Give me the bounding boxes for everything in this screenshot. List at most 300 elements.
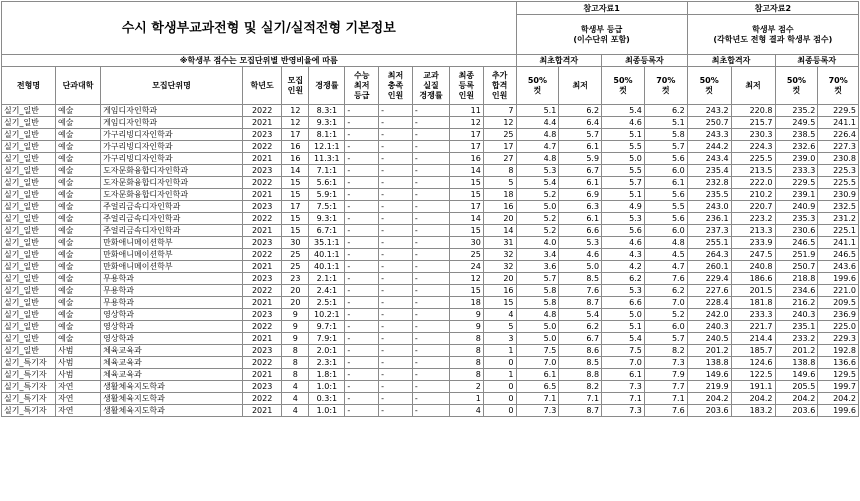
table-cell: 233.9 [731, 237, 775, 249]
table-cell: 24 [450, 261, 484, 273]
table-cell: - [379, 213, 413, 225]
table-cell: 체육교육과 [101, 369, 243, 381]
ref1-subtitle [516, 15, 687, 55]
table-cell: - [412, 165, 449, 177]
table-cell: - [412, 261, 449, 273]
col-quota-l1: 모집 [287, 75, 304, 85]
table-cell: 5.0 [516, 333, 559, 345]
table-cell: 185.7 [731, 345, 775, 357]
table-cell: 7 [483, 105, 516, 117]
table-cell: - [379, 141, 413, 153]
table-cell: 213.3 [731, 225, 775, 237]
table-cell: 실기_특기자 [2, 393, 56, 405]
table-row [2, 177, 859, 189]
table-cell: - [379, 309, 413, 321]
table-cell: 실기_일반 [2, 177, 56, 189]
table-cell: - [412, 285, 449, 297]
table-cell: 체육교육과 [101, 345, 243, 357]
table-cell: 4 [282, 381, 309, 393]
table-row [2, 309, 859, 321]
table-cell: 247.5 [731, 249, 775, 261]
table-cell: 5.0 [602, 309, 645, 321]
table-cell: - [345, 165, 379, 177]
table-cell: 실기_일반 [2, 153, 56, 165]
table-cell: 만화애니메이션학부 [101, 249, 243, 261]
table-cell: 233.3 [731, 309, 775, 321]
table-cell: - [345, 393, 379, 405]
table-cell: - [345, 225, 379, 237]
table-cell: 12 [483, 117, 516, 129]
table-cell: 5.7 [516, 273, 559, 285]
table-cell: 221.0 [818, 285, 859, 297]
table-cell: 4 [282, 405, 309, 417]
table-cell: 199.6 [818, 405, 859, 417]
col-p70-l2: 컷 [661, 85, 670, 95]
col-p50-l1: 50% [699, 75, 719, 85]
table-cell: 17 [483, 141, 516, 153]
table-cell: 228.4 [687, 297, 731, 309]
table-cell: 9 [282, 333, 309, 345]
table-cell: 7.9 [644, 369, 687, 381]
table-cell: 0.3:1 [309, 393, 345, 405]
table-cell: 205.5 [775, 381, 818, 393]
table-cell: 124.6 [731, 357, 775, 369]
table-cell: 실기_일반 [2, 117, 56, 129]
table-cell: 40.1:1 [309, 249, 345, 261]
page-title: 수시 학생부교과전형 및 실기/실적전형 기본정보 [2, 2, 517, 55]
col-p50-l2: 컷 [705, 85, 713, 95]
table-cell: 7.3 [602, 405, 645, 417]
col-final-reg-l2: 등록 [458, 80, 475, 90]
table-cell: 4.2 [602, 261, 645, 273]
table-cell: 예술 [56, 141, 101, 153]
table-cell: 예술 [56, 129, 101, 141]
table-cell: 2022 [242, 105, 281, 117]
ref2-group-first: 최초합격자 [687, 55, 775, 67]
table-cell: 9.7:1 [309, 321, 345, 333]
table-cell: - [412, 105, 449, 117]
table-cell: 8 [450, 333, 484, 345]
table-row [2, 321, 859, 333]
table-cell: 6.2 [559, 105, 602, 117]
table-cell: - [345, 381, 379, 393]
table-cell: - [345, 273, 379, 285]
table-cell: 20 [282, 285, 309, 297]
table-cell: 생활체육지도학과 [101, 381, 243, 393]
col-r1-final-p70 [644, 67, 687, 105]
table-cell: 244.2 [687, 141, 731, 153]
table-cell: - [345, 261, 379, 273]
ref2-label: 참고자료2 [687, 2, 858, 15]
table-cell: 예술 [56, 189, 101, 201]
table-cell: 가구리빙디자인학과 [101, 153, 243, 165]
ref2-subtitle [687, 15, 858, 55]
table-cell: 7.1 [644, 393, 687, 405]
table-cell: 실기_일반 [2, 297, 56, 309]
table-cell: - [412, 369, 449, 381]
table-cell: 6.0 [644, 225, 687, 237]
table-cell: 17 [282, 129, 309, 141]
table-cell: 15 [282, 213, 309, 225]
table-cell: 204.2 [775, 393, 818, 405]
table-cell: 4.6 [602, 117, 645, 129]
table-cell: 2021 [242, 261, 281, 273]
table-cell: 2021 [242, 405, 281, 417]
table-cell: 5.0 [559, 261, 602, 273]
table-cell: - [345, 237, 379, 249]
table-cell: - [379, 165, 413, 177]
col-r1-first-p50 [516, 67, 559, 105]
table-cell: 주얼리금속디자인학과 [101, 213, 243, 225]
table-cell: 7.1 [516, 393, 559, 405]
table-cell: 예술 [56, 117, 101, 129]
table-cell: 5.4 [602, 333, 645, 345]
table-cell: - [379, 369, 413, 381]
col-edu-rate [412, 67, 449, 105]
table-cell: 8.3:1 [309, 105, 345, 117]
col-extra [483, 67, 516, 105]
table-cell: 2022 [242, 249, 281, 261]
table-cell: 250.7 [687, 117, 731, 129]
table-cell: 게임디자인학과 [101, 105, 243, 117]
table-cell: 201.2 [775, 345, 818, 357]
table-cell: 5.7 [559, 129, 602, 141]
col-p70-l1: 70% [828, 75, 848, 85]
table-cell: 20 [282, 297, 309, 309]
table-cell: 240.5 [687, 333, 731, 345]
table-row [2, 273, 859, 285]
table-cell: 9 [282, 309, 309, 321]
table-cell: 6.7 [559, 333, 602, 345]
table-cell: 예술 [56, 177, 101, 189]
table-cell: 만화애니메이션학부 [101, 237, 243, 249]
table-cell: - [345, 129, 379, 141]
table-row [2, 117, 859, 129]
table-cell: 1.8:1 [309, 369, 345, 381]
table-cell: 5.5 [644, 201, 687, 213]
table-cell: - [345, 213, 379, 225]
table-cell: 5.5 [602, 141, 645, 153]
table-cell: 264.3 [687, 249, 731, 261]
table-cell: 6.4 [559, 117, 602, 129]
table-cell: 15 [483, 297, 516, 309]
table-cell: 241.1 [818, 237, 859, 249]
table-cell: 225.5 [818, 177, 859, 189]
table-cell: 예술 [56, 297, 101, 309]
table-cell: 2023 [242, 165, 281, 177]
table-cell: 7.3 [516, 405, 559, 417]
table-cell: 243.6 [818, 261, 859, 273]
table-cell: 12 [282, 117, 309, 129]
table-cell: 4.6 [559, 249, 602, 261]
table-cell: 6.7 [559, 165, 602, 177]
table-cell: 229.4 [687, 273, 731, 285]
table-cell: 219.9 [687, 381, 731, 393]
table-cell: 4.7 [516, 141, 559, 153]
table-cell: 240.3 [775, 309, 818, 321]
table-cell: - [412, 177, 449, 189]
table-cell: 9 [450, 309, 484, 321]
table-cell: 자연 [56, 381, 101, 393]
table-cell: 40.1:1 [309, 261, 345, 273]
table-row [2, 369, 859, 381]
table-cell: 17 [450, 201, 484, 213]
table-cell: 17 [450, 129, 484, 141]
table-row [2, 393, 859, 405]
table-cell: 2021 [242, 225, 281, 237]
table-cell: 242.0 [687, 309, 731, 321]
col-min-grade-l1: 수능 [354, 70, 370, 80]
table-cell: 예술 [56, 105, 101, 117]
table-cell: 8 [450, 369, 484, 381]
table-cell: 199.6 [818, 273, 859, 285]
table-cell: 5.9 [559, 153, 602, 165]
table-cell: 1 [483, 345, 516, 357]
table-cell: 영상학과 [101, 321, 243, 333]
table-cell: 0 [483, 393, 516, 405]
table-cell: - [379, 297, 413, 309]
table-cell: 2023 [242, 129, 281, 141]
table-cell: 237.3 [687, 225, 731, 237]
table-cell: - [345, 357, 379, 369]
table-cell: 20 [483, 273, 516, 285]
table-cell: - [379, 177, 413, 189]
table-cell: 5.7 [602, 177, 645, 189]
table-cell: 5.3 [602, 285, 645, 297]
table-cell: 실기_특기자 [2, 381, 56, 393]
table-cell: 232.6 [775, 141, 818, 153]
table-cell: - [412, 129, 449, 141]
table-cell: 3 [483, 333, 516, 345]
table-cell: 0 [483, 357, 516, 369]
table-row [2, 381, 859, 393]
table-cell: 주얼리금속디자인학과 [101, 201, 243, 213]
table-cell: 15 [282, 177, 309, 189]
table-cell: 예술 [56, 213, 101, 225]
table-cell: 5.6 [602, 225, 645, 237]
table-cell: 4.6 [602, 237, 645, 249]
col-p70-l2: 컷 [834, 85, 842, 95]
table-cell: 233.3 [775, 165, 818, 177]
table-cell: 2021 [242, 117, 281, 129]
table-cell: 12 [450, 273, 484, 285]
table-cell: 17 [450, 141, 484, 153]
table-cell: 30 [450, 237, 484, 249]
table-cell: 250.7 [775, 261, 818, 273]
score-note: ※학생부 점수는 모집단위별 반영비율에 따름 [2, 55, 517, 67]
table-cell: 예술 [56, 273, 101, 285]
table-cell: 2.1:1 [309, 273, 345, 285]
table-row [2, 357, 859, 369]
table-cell: 무용학과 [101, 285, 243, 297]
col-p50-l2: 컷 [792, 85, 801, 95]
table-cell: 6.6 [559, 225, 602, 237]
table-cell: 5.1 [516, 105, 559, 117]
table-cell: 2.3:1 [309, 357, 345, 369]
table-cell: - [379, 321, 413, 333]
table-cell: 예술 [56, 309, 101, 321]
table-cell: 15 [450, 177, 484, 189]
table-cell: 6.2 [644, 105, 687, 117]
table-cell: 7.0 [644, 297, 687, 309]
table-cell: - [379, 357, 413, 369]
table-cell: 220.8 [731, 105, 775, 117]
table-cell: 4.5 [644, 249, 687, 261]
table-cell: 15 [450, 285, 484, 297]
table-cell: 8.5 [559, 357, 602, 369]
table-cell: 생활체육지도학과 [101, 405, 243, 417]
table-cell: 5.2 [644, 309, 687, 321]
col-r2-first-low: 최저 [731, 67, 775, 105]
table-cell: 6.9 [559, 189, 602, 201]
table-cell: 238.5 [775, 129, 818, 141]
table-cell: 149.6 [687, 369, 731, 381]
table-row [2, 345, 859, 357]
table-cell: 도자문화융합디자인학과 [101, 165, 243, 177]
table-cell: 218.8 [775, 273, 818, 285]
table-cell: 232.5 [818, 201, 859, 213]
table-cell: 243.3 [687, 129, 731, 141]
table-cell: 209.5 [818, 297, 859, 309]
table-cell: 10.2:1 [309, 309, 345, 321]
table-cell: 6.2 [644, 285, 687, 297]
table-cell: 생활체육지도학과 [101, 393, 243, 405]
table-cell: - [345, 369, 379, 381]
table-cell: 실기_일반 [2, 237, 56, 249]
table-cell: 183.2 [731, 405, 775, 417]
table-cell: 1 [450, 393, 484, 405]
table-cell: 실기_일반 [2, 333, 56, 345]
table-cell: 5.0 [516, 201, 559, 213]
table-cell: 241.1 [818, 117, 859, 129]
table-cell: 5.0 [602, 153, 645, 165]
table-cell: 9 [450, 321, 484, 333]
table-cell: 9.3:1 [309, 213, 345, 225]
table-cell: 210.2 [731, 189, 775, 201]
table-cell: 230.9 [818, 189, 859, 201]
table-cell: 8 [282, 369, 309, 381]
table-cell: 229.5 [818, 105, 859, 117]
table-cell: 235.4 [687, 165, 731, 177]
table-cell: 7.1 [602, 393, 645, 405]
table-cell: 233.2 [775, 333, 818, 345]
table-cell: 260.1 [687, 261, 731, 273]
table-cell: 6.2 [559, 321, 602, 333]
col-rate: 경쟁률 [309, 67, 345, 105]
table-cell: 251.9 [775, 249, 818, 261]
table-row [2, 105, 859, 117]
table-cell: - [379, 201, 413, 213]
table-cell: 2.0:1 [309, 345, 345, 357]
table-cell: 224.3 [731, 141, 775, 153]
table-cell: 223.2 [731, 213, 775, 225]
table-cell: - [345, 141, 379, 153]
table-cell: 실기_일반 [2, 345, 56, 357]
table-cell: - [412, 237, 449, 249]
table-cell: 6.6 [602, 297, 645, 309]
table-cell: 11.3:1 [309, 153, 345, 165]
table-cell: 2021 [242, 333, 281, 345]
table-cell: 실기_특기자 [2, 357, 56, 369]
table-cell: 실기_일반 [2, 225, 56, 237]
table-cell: - [345, 177, 379, 189]
table-cell: 6.1 [516, 369, 559, 381]
table-cell: - [412, 405, 449, 417]
table-cell: 5.6 [644, 153, 687, 165]
table-cell: 231.2 [818, 213, 859, 225]
table-cell: 6.2 [602, 273, 645, 285]
table-cell: - [412, 381, 449, 393]
table-cell: 8.2 [559, 381, 602, 393]
table-cell: 5.6:1 [309, 177, 345, 189]
table-cell: 7.5:1 [309, 201, 345, 213]
col-min-grade [345, 67, 379, 105]
table-cell: 225.5 [731, 153, 775, 165]
table-cell: 129.5 [818, 369, 859, 381]
table-cell: 181.8 [731, 297, 775, 309]
table-row [2, 189, 859, 201]
table-cell: 2021 [242, 369, 281, 381]
table-cell: 6.1 [602, 369, 645, 381]
table-cell: 230.6 [775, 225, 818, 237]
table-cell: 6.0 [644, 165, 687, 177]
table-cell: 사범 [56, 357, 101, 369]
table-cell: 4 [483, 309, 516, 321]
col-p50-l1: 50% [786, 75, 806, 85]
table-cell: - [379, 405, 413, 417]
table-cell: 9.3:1 [309, 117, 345, 129]
table-cell: 5.6 [644, 213, 687, 225]
table-cell: 35.1:1 [309, 237, 345, 249]
table-cell: 2022 [242, 321, 281, 333]
table-cell: - [345, 405, 379, 417]
table-cell: - [345, 201, 379, 213]
table-cell: 체육교육과 [101, 357, 243, 369]
table-cell: 18 [450, 297, 484, 309]
table-cell: 225.0 [818, 321, 859, 333]
ref1-group-first: 최초합격자 [516, 55, 602, 67]
ref1-sub-line1: 학생부 등급 [580, 24, 623, 34]
table-cell: 235.1 [775, 321, 818, 333]
col-min-grade-l2: 최저 [354, 80, 370, 90]
table-cell: 16 [483, 201, 516, 213]
table-cell: 239.0 [775, 153, 818, 165]
table-cell: 5.3 [559, 237, 602, 249]
table-row [2, 261, 859, 273]
table-cell: 4.4 [516, 117, 559, 129]
table-cell: 5.1 [602, 321, 645, 333]
table-cell: - [379, 345, 413, 357]
col-p70-l1: 70% [656, 75, 676, 85]
col-p50-l2: 컷 [619, 85, 627, 95]
table-cell: 2023 [242, 309, 281, 321]
table-cell: 6.3 [559, 201, 602, 213]
table-cell: - [345, 189, 379, 201]
table-cell: 도자문화융합디자인학과 [101, 189, 243, 201]
table-cell: 2022 [242, 141, 281, 153]
table-cell: 2023 [242, 273, 281, 285]
table-row [2, 405, 859, 417]
table-cell: - [379, 261, 413, 273]
table-cell: 204.2 [731, 393, 775, 405]
table-cell: 영상학과 [101, 309, 243, 321]
table-cell: 246.5 [818, 249, 859, 261]
table-cell: 2022 [242, 285, 281, 297]
table-cell: 7.5 [516, 345, 559, 357]
table-cell: - [379, 285, 413, 297]
table-cell: 14 [282, 165, 309, 177]
table-cell: 240.9 [775, 201, 818, 213]
